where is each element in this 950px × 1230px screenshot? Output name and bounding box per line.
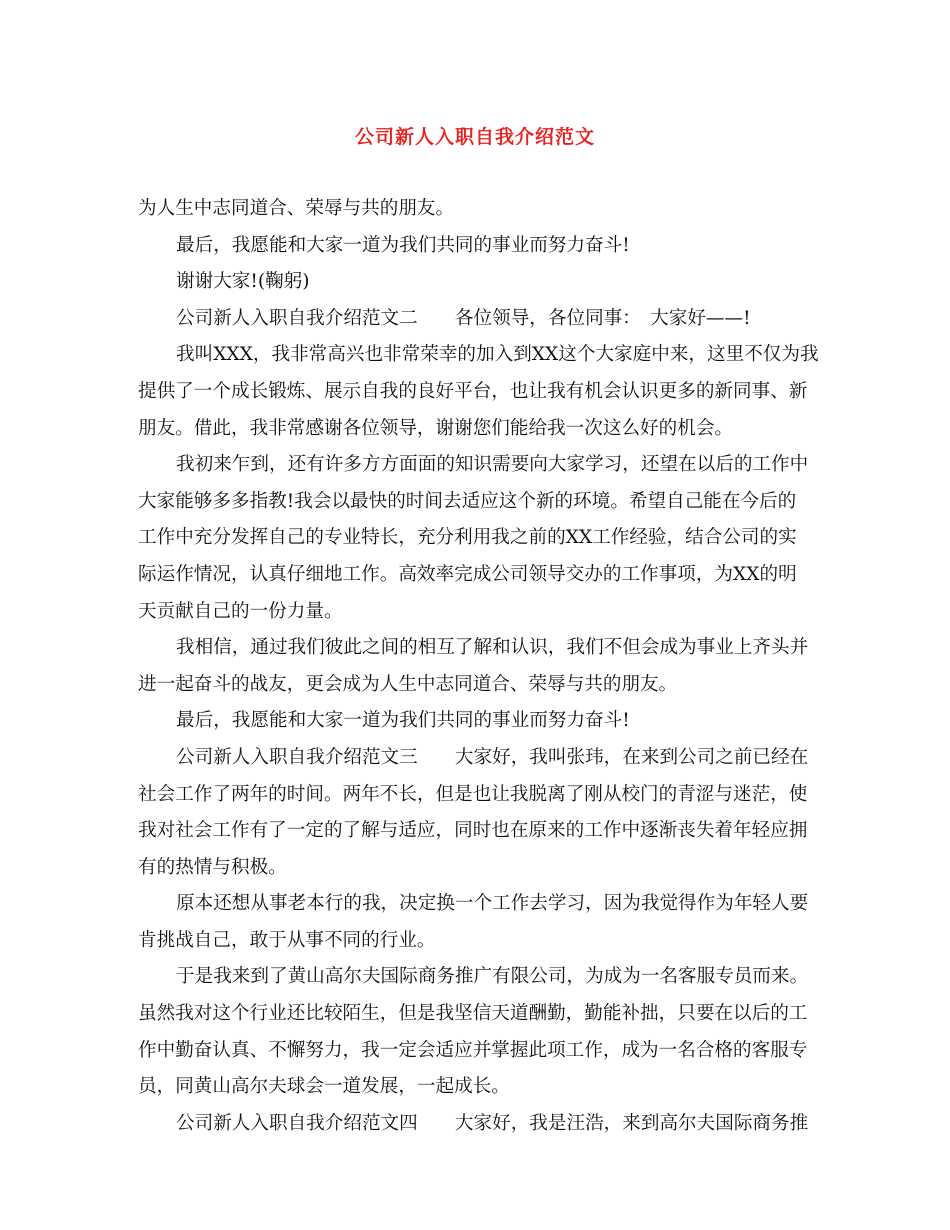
text-line: 进一起奋斗的战友，更会成为人生中志同道合、荣辱与共的朋友。 (138, 673, 678, 695)
text-line: 天贡献自己的一份力量。 (138, 600, 343, 622)
text-line: 最后，我愿能和大家一道为我们共同的事业而努力奋斗! (176, 710, 630, 732)
text-line: 公司新人入职自我介绍范文四 大家好，我是汪浩，来到高尔夫国际商务推 (176, 1112, 809, 1134)
text-line: 我叫XXX，我非常高兴也非常荣幸的加入到XX这个大家庭中来，这里不仅为我 (176, 344, 819, 366)
text-line: 公司新人入职自我介绍范文二 各位领导，各位同事： 大家好——! (176, 307, 751, 329)
text-line: 最后，我愿能和大家一道为我们共同的事业而努力奋斗! (176, 234, 630, 256)
text-line: 际运作情况，认真仔细地工作。高效率完成公司领导交办的工作事项，为XX的明 (138, 563, 797, 585)
text-line: 我初来乍到，还有许多方方面面的知识需要向大家学习，还望在以后的工作中 (176, 454, 809, 476)
text-line: 社会工作了两年的时间。两年不长，但是也让我脱离了刚从校门的青涩与迷茫，使 (138, 783, 808, 805)
text-line: 肯挑战自己，敢于从事不同的行业。 (138, 929, 436, 951)
text-line: 原本还想从事老本行的我，决定换一个工作去学习，因为我觉得作为年轻人要 (176, 893, 809, 915)
text-line: 员，同黄山高尔夫球会一道发展，一起成长。 (138, 1076, 510, 1098)
text-line: 作中勤奋认真、不懈努力，我一定会适应并掌握此项工作，成为一名合格的客服专 (138, 1039, 808, 1061)
text-line: 我对社会工作有了一定的了解与适应，同时也在原来的工作中逐渐丧失着年轻应拥 (138, 820, 808, 842)
text-line: 我相信，通过我们彼此之间的相互了解和认识，我们不但会成为事业上齐头并 (176, 637, 809, 659)
document-body (138, 191, 819, 1142)
text-line: 大家能够多多指教!我会以最快的时间去适应这个新的环境。希望自己能在今后的 (138, 490, 797, 512)
text-line: 于是我来到了黄山高尔夫国际商务推广有限公司，为成为一名客服专员而来。 (176, 966, 809, 988)
text-line: 工作中充分发挥自己的专业特长，充分利用我之前的XX工作经验，结合公司的实 (138, 527, 797, 549)
text-line: 谢谢大家!(鞠躬) (176, 271, 310, 293)
text-line: 有的热情与积极。 (138, 856, 287, 878)
text-line: 朋友。借此，我非常感谢各位领导，谢谢您们能给我一次这么好的机会。 (138, 417, 734, 439)
text-line: 为人生中志同道合、荣辱与共的朋友。 (138, 198, 455, 219)
text-line: 提供了一个成长锻炼、展示自我的良好平台，也让我有机会认识更多的新同事、新 (138, 380, 808, 402)
text-line: 公司新人入职自我介绍范文三 大家好，我叫张玮，在来到公司之前已经在 (176, 746, 809, 768)
document-title: 公司新人入职自我介绍范文 (354, 126, 595, 148)
text-line: 虽然我对这个行业还比较陌生，但是我坚信天道酬勤，勤能补拙，只要在以后的工 (138, 1003, 808, 1025)
